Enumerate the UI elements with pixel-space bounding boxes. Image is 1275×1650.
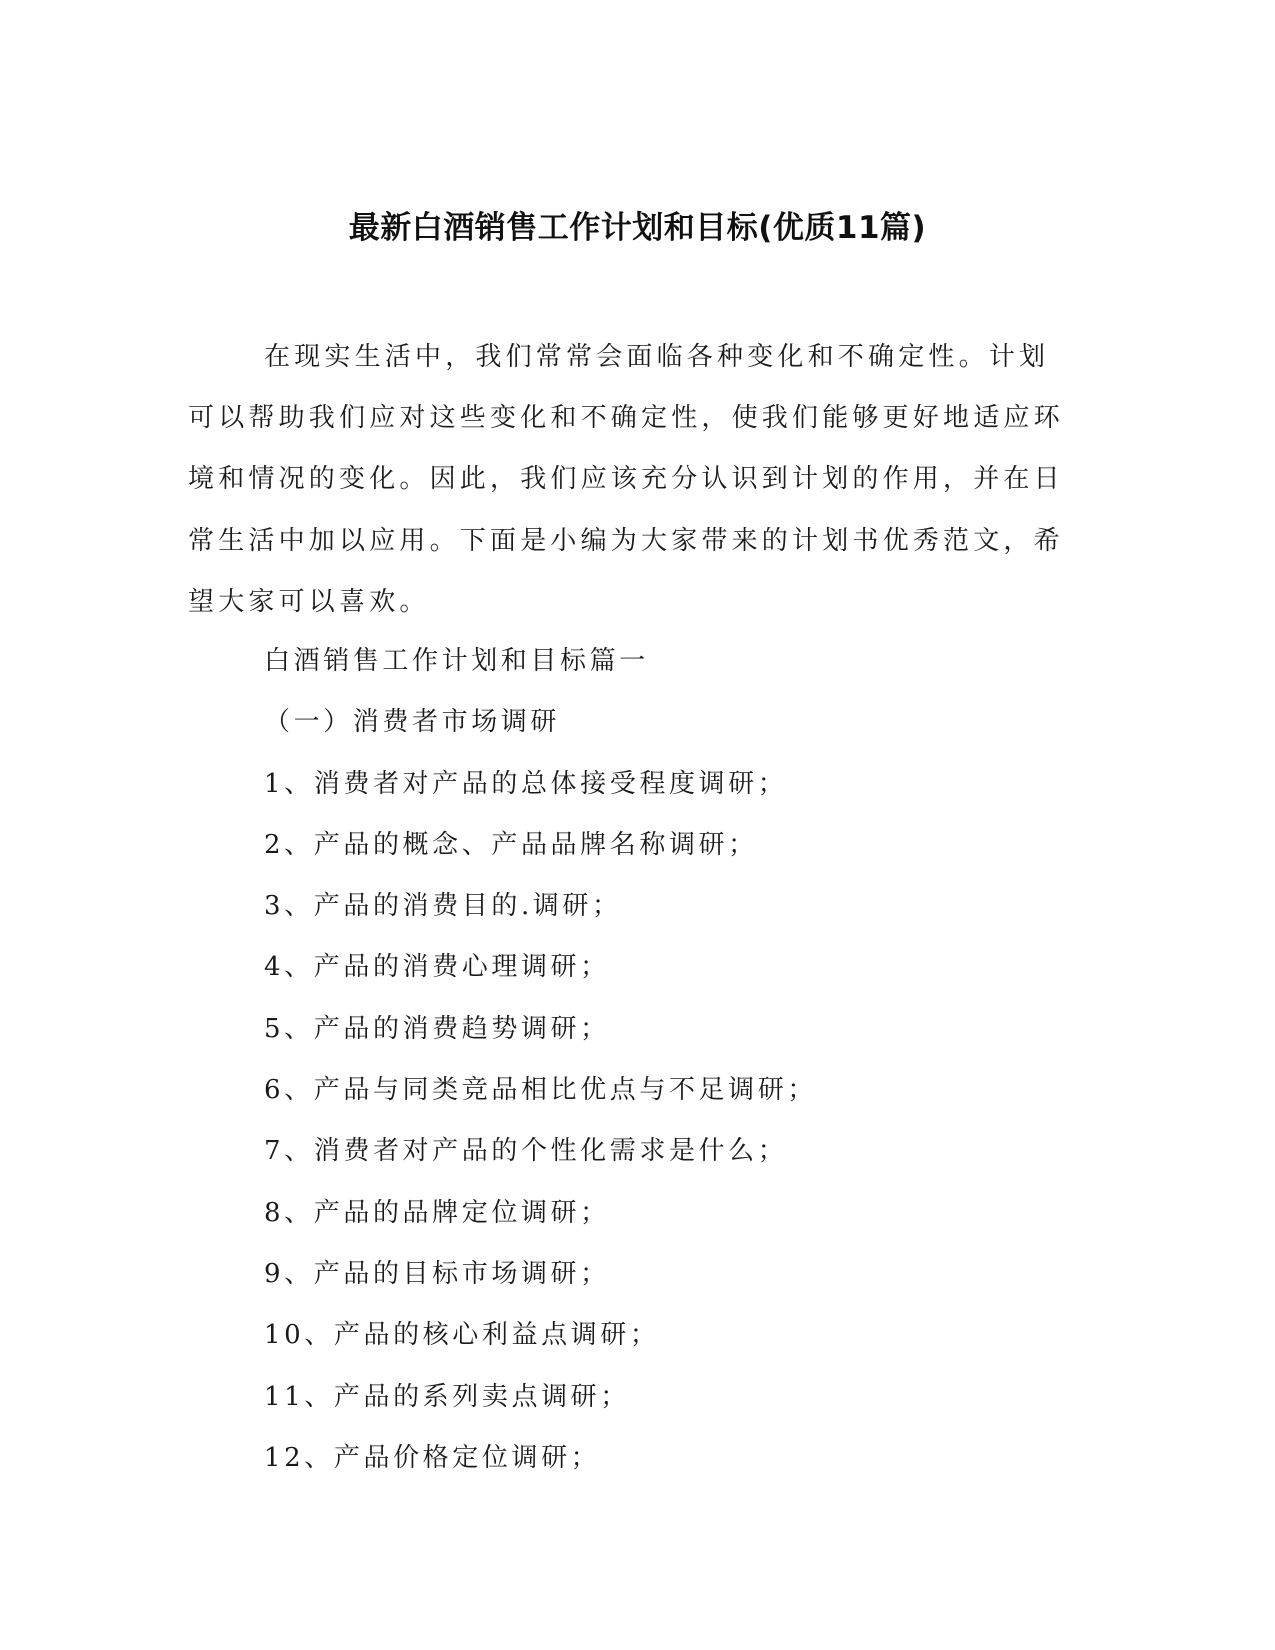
document-title: 最新白酒销售工作计划和目标(优质11篇) [348, 210, 927, 246]
list-item: 10、产品的核心利益点调研； [264, 1320, 660, 1351]
list-item: 2、产品的概念、产品品牌名称调研； [264, 829, 758, 860]
list-item: 3、产品的消费目的.调研； [264, 891, 622, 922]
subsection-heading: （一）消费者市场调研 [264, 707, 561, 738]
list-item: 9、产品的目标市场调研； [264, 1258, 610, 1289]
list-item: 4、产品的消费心理调研； [264, 952, 610, 983]
list-item: 7、消费者对产品的个性化需求是什么； [264, 1136, 788, 1167]
list-item: 8、产品的品牌定位调研； [264, 1197, 610, 1228]
list-item: 6、产品与同类竞品相比优点与不足调研； [264, 1075, 817, 1106]
section-heading: 白酒销售工作计划和目标篇一 [264, 646, 649, 676]
list-item: 5、产品的消费趋势调研； [264, 1013, 610, 1044]
list-item: 12、产品价格定位调研； [264, 1442, 601, 1473]
list-item: 11、产品的系列卖点调研； [264, 1381, 630, 1412]
content-list [264, 631, 1064, 1489]
intro-paragraph: 在现实生活中，我们常常会面临各种变化和不确定性。计划可以帮助我们应对这些变化和不确定性，使我们能够更好地适应环境和情况的变化。因此，我们应该充分认识到计划的作用，并在日常生活中加以应用。下面是小编为大家带来的计划书优秀范文，希望大家可以喜欢。 [188, 342, 1064, 617]
list-item: 1、消费者对产品的总体接受程度调研； [264, 768, 788, 799]
